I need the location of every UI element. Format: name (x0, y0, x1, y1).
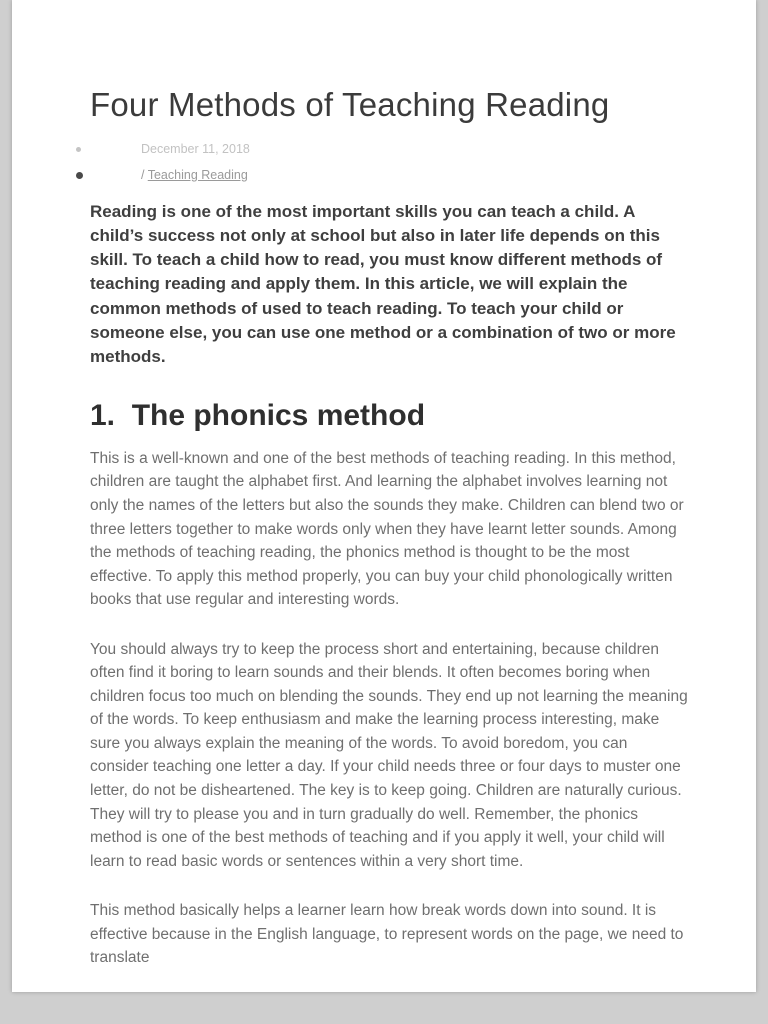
bullet-icon (76, 172, 83, 179)
bullet-icon (76, 147, 81, 152)
article-title: Four Methods of Teaching Reading (90, 86, 610, 123)
body-paragraph: This is a well-known and one of the best methods of teaching reading. In this method, children are taught the alphabet first. And learning the alphabet involves learning not only the names of the letters but also the sounds they make. Children can blend two or three letters together to make words only when they have learnt letter sounds. Among the methods of teaching reading, the phonics method is thought to be the most effective. To apply this method properly, you can buy your child phonologically written books that use regular and interesting words. (90, 449, 684, 609)
document-page (12, 0, 756, 992)
meta-date-item (90, 142, 688, 156)
category-link-teaching-reading[interactable]: Teaching Reading (147, 168, 248, 182)
body-paragraph: This method basically helps a learner learn how break words down into sound. It is effective because in the English language, to represent words on the page, we need to translate (90, 902, 684, 967)
body-paragraph: You should always try to keep the process short and entertaining, because children often find it boring to learn sounds and their blends. It often becomes boring when children focus too much on blending the sounds. They end up not learning the meaning of the words. To keep enthusiasm and make the learning process interesting, make sure you always explain the meaning of the words. To avoid boredom, you can consider teaching one letter a day. If your child needs three or four days to muster one letter, do not be disheartened. The key is to keep going. Children are naturally curious. They will try to please you and in turn gradually do well. Remember, the phonics method is one of the best methods of teaching and if you apply it well, your child will learn to read basic words or sentences within a very short time. (90, 640, 688, 870)
article-meta-list (90, 142, 688, 182)
article-date: December 11, 2018 (141, 142, 250, 156)
category-prefix: / (141, 168, 148, 182)
article-category (141, 168, 248, 182)
intro-paragraph: Reading is one of the most important skills you can teach a child. A child’s success not only at school but also in later life depends on this skill. To teach a child how to read, you must know different methods of teaching reading and apply them. In this article, we will explain the common methods of used to teach reading. To teach your child or someone else, you can use one method or a combination of two or more methods. (90, 202, 676, 366)
section-heading-phonics-method: 1. The phonics method (90, 398, 426, 432)
meta-category-item (90, 168, 688, 182)
